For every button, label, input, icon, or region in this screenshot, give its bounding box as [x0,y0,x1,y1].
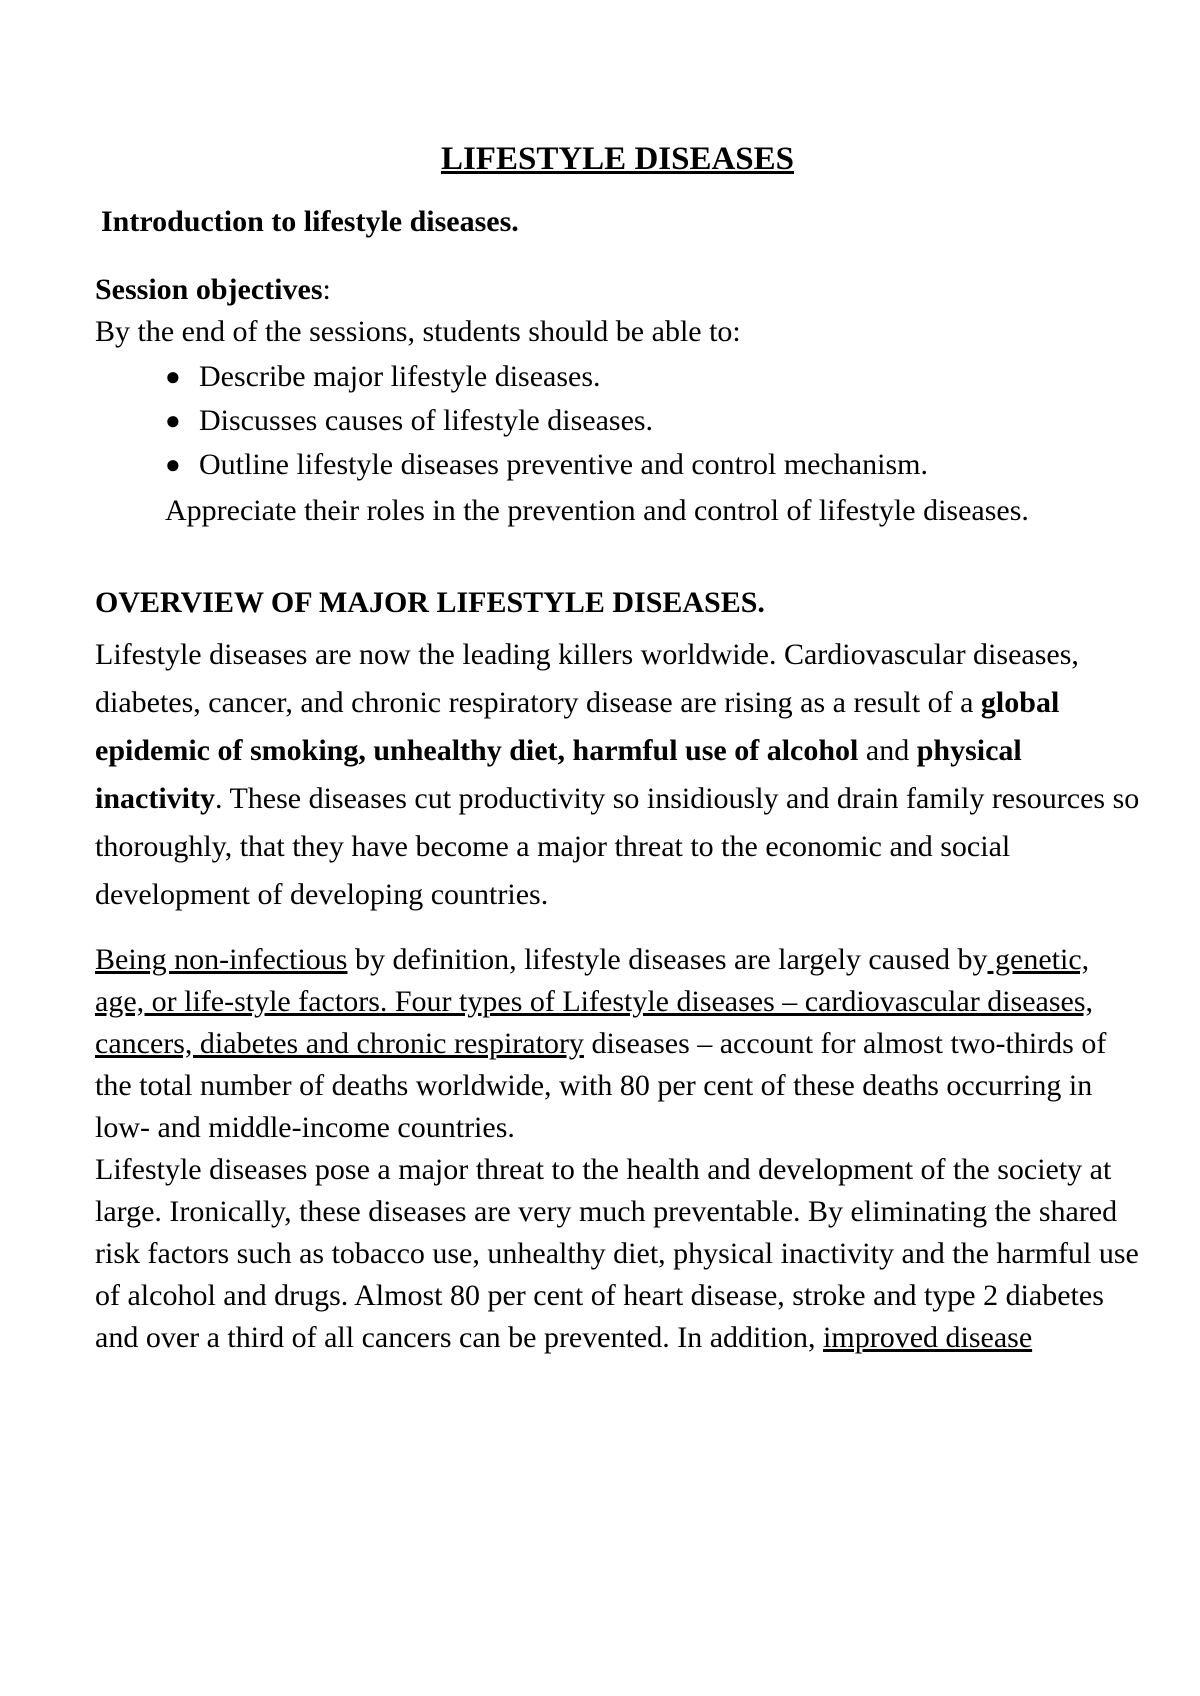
session-objectives-heading [95,272,1140,308]
session-objectives-heading-text: Session objectives [95,272,323,306]
overview-heading: OVERVIEW OF MAJOR LIFESTYLE DISEASES. [95,585,765,619]
objectives-list [95,355,1140,487]
para2-text-2: diseases – account for almost two-thirds of the total number of deaths worldwide, with 80 per cent of these deaths occurring in low- and middle-income countries. [95,1026,1107,1144]
objective-text: Discusses causes of lifestyle diseases. [199,403,654,437]
para1-text-3: . These diseases cut productivity so insidiously and drain family resources so thoroughly, that they have become a major threat to the economic and social development of developing countries. [95,781,1140,911]
para1-bold-1: global epidemic of smoking, unhealthy diet, harmful use of alcohol [95,685,1060,767]
list-item [165,443,1140,487]
para2-underline-3: improved disease [823,1320,1033,1354]
overview-paragraph-1 [95,631,1140,919]
para2-text-1: by definition, lifestyle diseases are largely caused by [347,942,988,976]
session-objectives-heading-colon: : [322,272,331,306]
para1-text-1: Lifestyle diseases are now the leading killers worldwide. Cardiovascular diseases, diabetes, cancer, and chronic respiratory disease are rising as a result of a [95,637,1079,719]
para2-underline-1: Being non-infectious [95,942,348,976]
session-objectives-intro: By the end of the sessions, students should be able to: [95,314,741,348]
bullet-icon: ● [165,361,181,391]
list-item [165,355,1140,399]
overview-paragraph-2 [95,939,1140,1359]
para2-underline-2: genetic, age, or life-style factors. Four types of Lifestyle diseases – cardiovascular diseases, cancers, diabetes and chronic respiratory [95,942,1093,1060]
document-title: LIFESTYLE DISEASES [440,141,795,177]
objective-text: Outline lifestyle diseases preventive and control mechanism. [199,447,928,481]
intro-heading: Introduction to lifestyle diseases. [101,204,519,238]
bullet-icon: ● [165,405,181,435]
para2-text-3: Lifestyle diseases pose a major threat to the health and development of the society at large. Ironically, these diseases are very much preventable. By eliminating the shared risk factors such as tobacco use, unhealthy diet, physical inactivity and the harmful use of alcohol and drugs. Almost 80 per cent of heart disease, stroke and type 2 diabetes and over a third of all cancers can be prevented. In addition, [95,1152,1139,1354]
para1-text-2: and [858,733,917,767]
objective-extra: Appreciate their roles in the prevention and control of lifestyle diseases. [165,493,1029,527]
bullet-icon: ● [165,449,181,479]
objective-text: Describe major lifestyle diseases. [199,359,601,393]
para1-bold-2: physical inactivity [95,733,1022,815]
list-item [165,399,1140,443]
